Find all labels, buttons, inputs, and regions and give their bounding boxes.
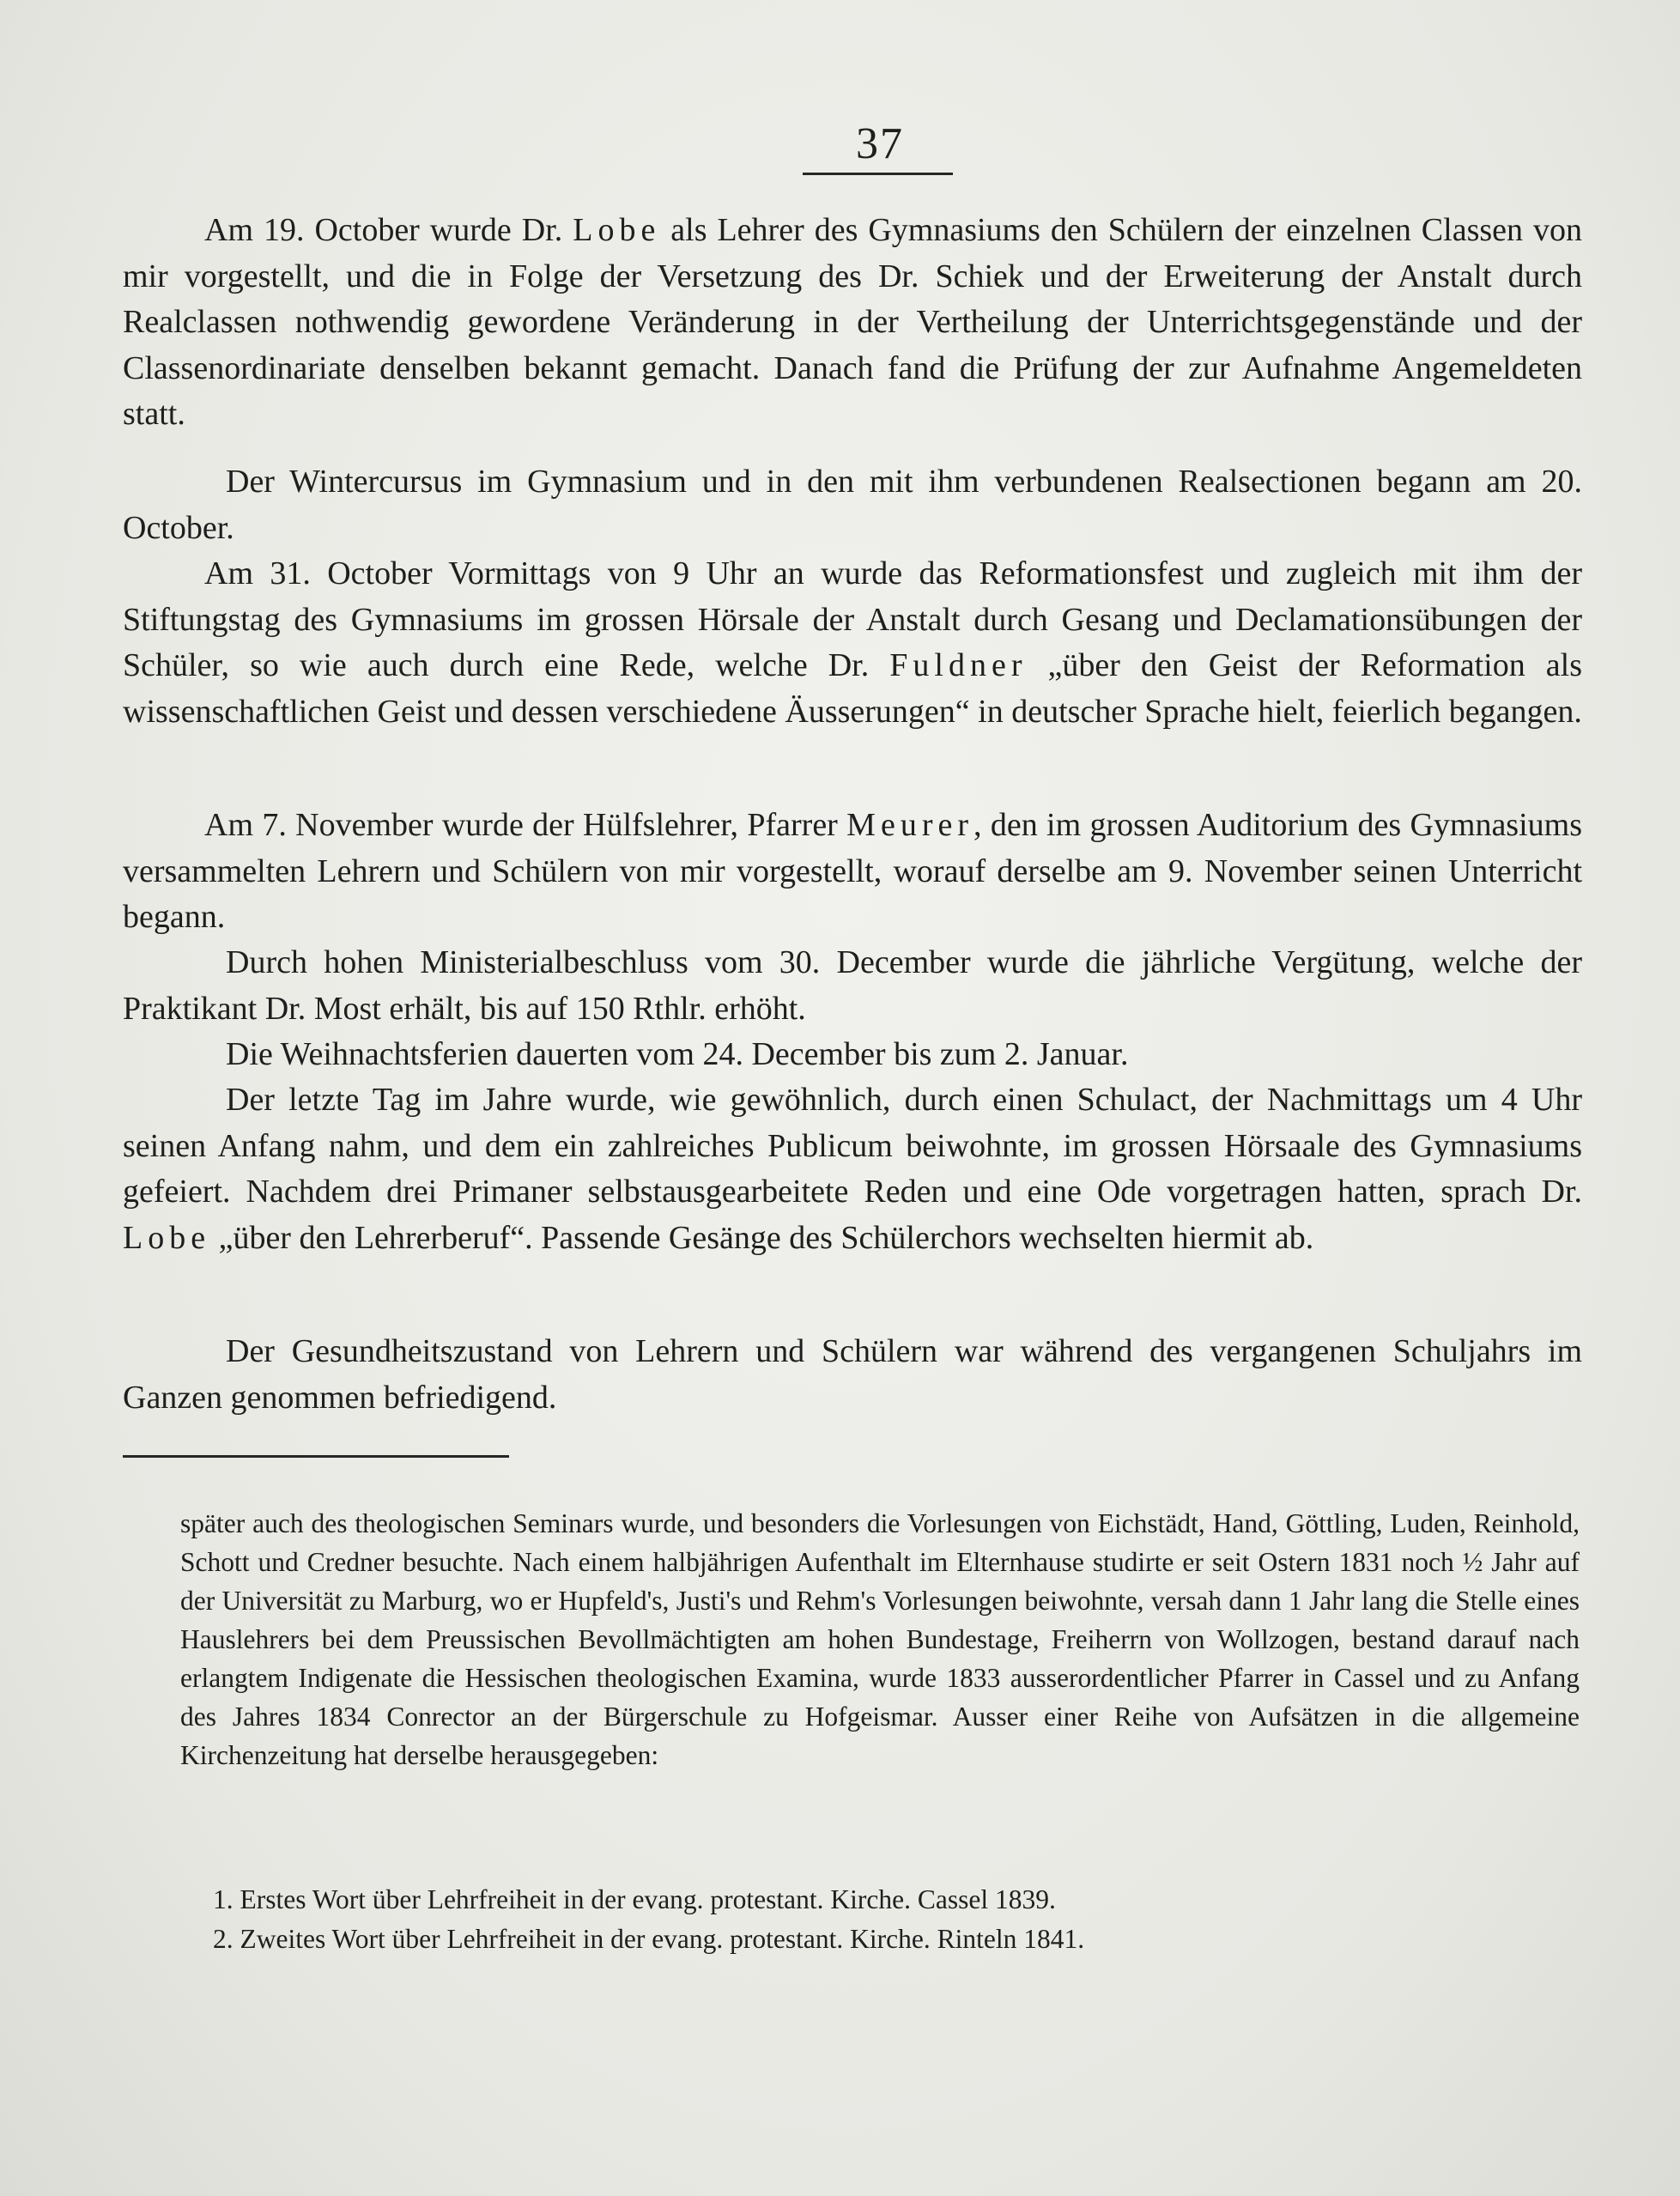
paragraph-health-status: Der Gesundheitszustand von Lehrern und Schülern war während des vergangenen Schuljahrs im Ganzen genommen befriedigend.: [123, 1333, 1582, 1416]
paragraph-year-end-ceremony: Der letzte Tag im Jahre wurde, wie gewöhnlich, durch einen Schulact, der Nachmittags um 4 Uhr seinen Anfang nahm, und dem ein zahlreiches Publicum beiwohnte, im grossen Hörsaale des Gymnasiums gefeiert. Nachdem drei Primaner selbstausgearbeitete Reden und eine Ode vorgetragen hatten, sprach Dr. Lobe „über den Lehrerberuf“. Passende Gesänge des Schülerchors wechselten hiermit ab.: [123, 1082, 1582, 1256]
name-lobe-2: Lobe: [123, 1219, 211, 1256]
name-lobe: Lobe: [573, 212, 661, 248]
paragraph-winter-course: Der Wintercursus im Gymnasium und in den mit ihm verbundenen Realsectionen begann am 20. October.: [123, 464, 1582, 546]
paragraph-christmas-holidays: Die Weihnachtsferien dauerten vom 24. December bis zum 2. Januar.: [226, 1036, 1129, 1072]
page-number: 37: [856, 119, 904, 168]
paragraph-lobe-introduction: Am 19. October wurde Dr. Lobe als Lehrer des Gymnasiums den Schülern der einzelnen Classen von mir vorgestellt, und die in Folge der Versetzung des Dr. Schiek und der Erweiterung der Anstalt durch Realclassen nothwendig gewordene Veränderung in der Vertheilung der Unterrichtsgegenstände und der Classenordinariate denselben bekannt gemacht. Danach fand die Prüfung der zur Aufnahme Angemeldeten statt.: [123, 212, 1582, 432]
list-item: 2. Zweites Wort über Lehrfreiheit in der evang. protestant. Kirche. Rinteln 1841.: [213, 1924, 1085, 1954]
footnote-publication-list: [213, 1880, 1586, 1959]
name-fuldner: Fuldner: [889, 647, 1028, 683]
footnote-text: später auch des theologischen Seminars wurde, und besonders die Vorlesungen von Eichstädt, Hand, Göttling, Luden, Reinhold, Schott und Credner besuchte. Nach einem halbjährigen Aufenthalt im Elternhause studirte er seit Ostern 1831 noch ½ Jahr auf der Universität zu Marburg, wo er Hupfeld's, Justi's und Rehm's Vorlesungen beiwohnte, versah dann 1 Jahr lang die Stelle eines Hauslehrers bei dem Preussischen Bevollmächtigten am hohen Bundestage, Freiherrn von Wollzogen, bestand darauf nach erlangtem Indigenate die Hessischen theologischen Examina, wurde 1833 ausserordentlicher Pfarrer in Cassel und zu Anfang des Jahres 1834 Conrector an der Bürgerschule zu Hofgeismar. Ausser einer Reihe von Aufsätzen in die allgemeine Kirchenzeitung hat derselbe herausgegeben:: [180, 1508, 1580, 1770]
list-item: 1. Erstes Wort über Lehrfreiheit in der evang. protestant. Kirche. Cassel 1839.: [213, 1884, 1056, 1914]
page-number-rule: [803, 173, 953, 175]
paragraph-reformation-festival: Am 31. October Vormittags von 9 Uhr an wurde das Reformationsfest und zugleich mit ihm der Stiftungstag des Gymnasiums im grossen Hörsale der Anstalt durch Gesang und Declamationsübungen der Schüler, so wie auch durch eine Rede, welche Dr. Fuldner „über den Geist der Reformation als wissenschaftlichen Geist und dessen verschiedene Äusserungen“ in deutscher Sprache hielt, feierlich begangen.: [123, 555, 1582, 730]
name-meurer: Meurer: [846, 807, 974, 843]
paragraph-ministerial-decision: Durch hohen Ministerialbeschluss vom 30. December wurde die jährliche Vergütung, welche der Praktikant Dr. Most erhält, bis auf 150 Rthlr. erhöht.: [123, 944, 1582, 1027]
paragraph-meurer-introduction: Am 7. November wurde der Hülfslehrer, Pfarrer Meurer, den im grossen Auditorium des Gymnasiums versammelten Lehrern und Schülern von mir vorgestellt, worauf derselbe am 9. November seinen Unterricht begann.: [123, 807, 1582, 935]
footnote-rule: [123, 1455, 509, 1458]
